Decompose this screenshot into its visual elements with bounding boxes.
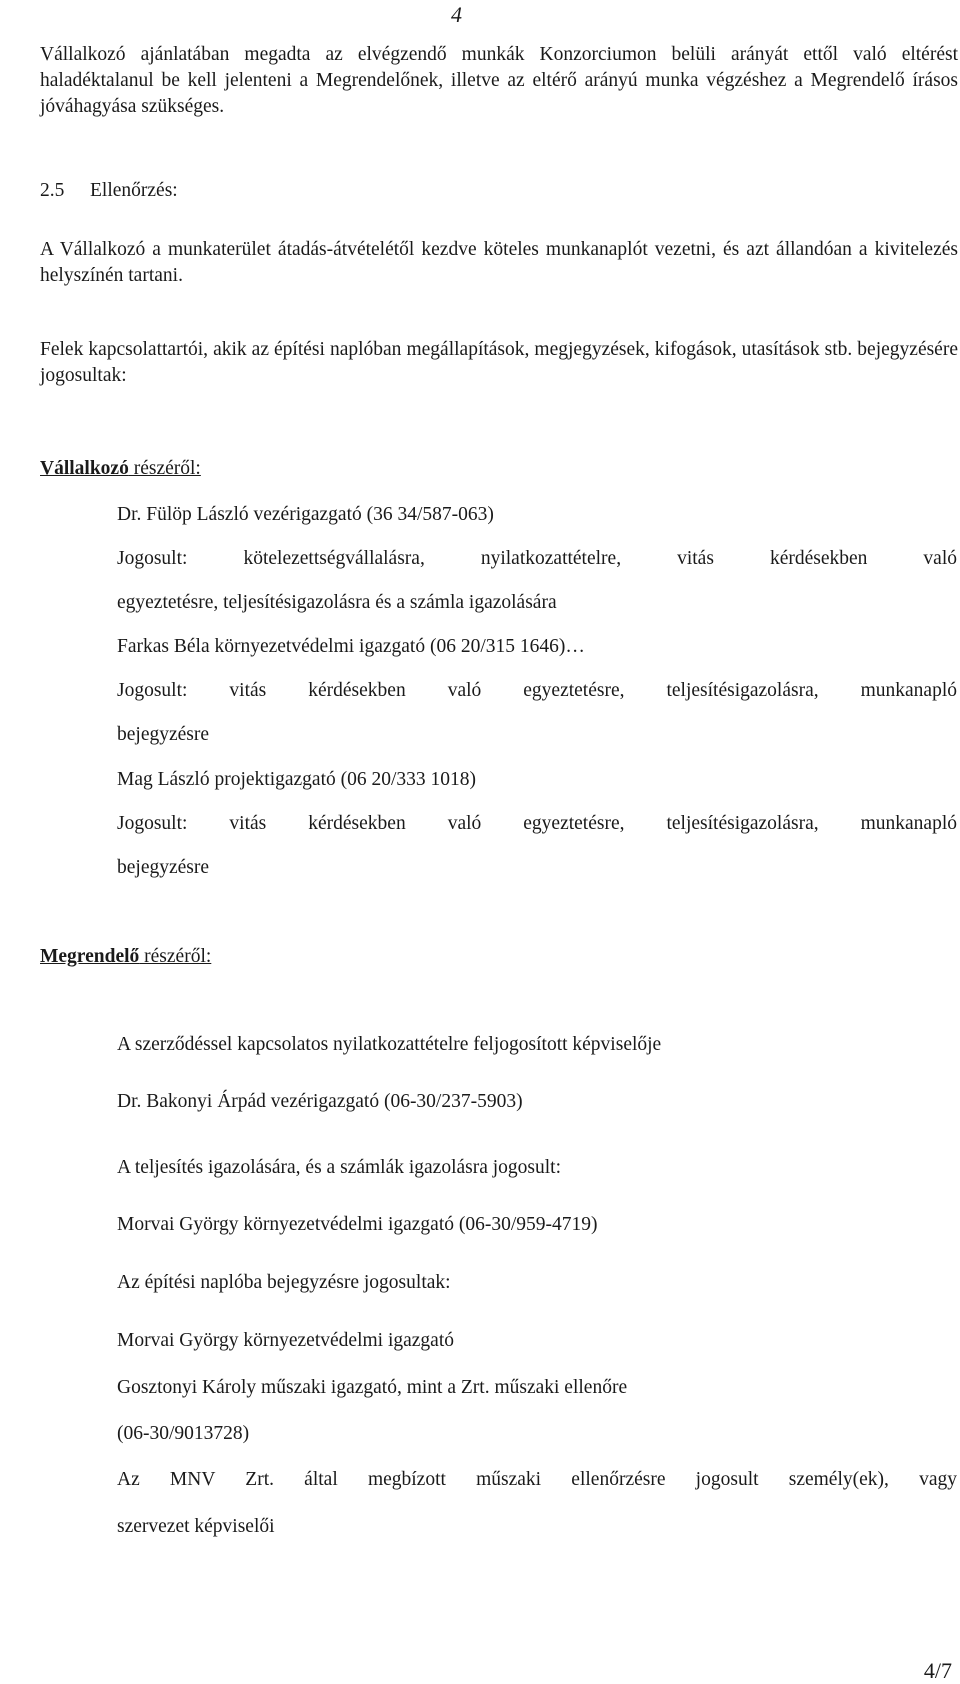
client-title-rest: részéről: [139,946,212,967]
client-title [40,946,211,968]
client-line: szervezet képviselői [117,1516,275,1537]
contractor-line: Dr. Fülöp László vezérigazgató (36 34/587-063) [117,504,494,525]
contractor-line: bejegyzésre [117,724,210,745]
intro-paragraph: Vállalkozó ajánlatában megadta az elvégzendő munkák Konzorciumon belüli arányát ettől való eltérést haladéktalanul be kell jelenteni a Megrendelőnek, illetve az eltérő arányú munka végzéshez a Megrendelő írásos jóváhagyása szükséges. [40,44,958,117]
contractor-line: Mag László projektigazgató (06 20/333 1018) [117,769,477,790]
section-number: 2.5 [40,180,65,201]
client-line: A teljesítés igazolására, és a számlák igazolásra jogosult: [117,1157,562,1178]
page-number: 4 [451,2,462,27]
contractor-line: bejegyzésre [117,857,210,878]
client-line: Morvai György környezetvédelmi igazgató (06-30/959-4719) [117,1214,598,1235]
client-line: Gosztonyi Károly műszaki igazgató, mint a Zrt. műszaki ellenőre [117,1377,628,1398]
client-line: Morvai György környezetvédelmi igazgató [117,1330,454,1351]
section-title: Ellenőrzés: [90,180,178,201]
contractor-line: Jogosult: vitás kérdésekben való egyeztetésre, teljesítésigazolásra, munkanapló [117,813,957,834]
section-paragraph-1: A Vállalkozó a munkaterület átadás-átvételétől kezdve köteles munkanaplót vezetni, és azt állandóan a kivitelezés helyszínén tartani. [40,239,958,286]
footer-page-count: 4/7 [923,1658,952,1683]
client-line: Az építési naplóba bejegyzésre jogosultak: [117,1272,451,1293]
client-line: A szerződéssel kapcsolatos nyilatkozattételre feljogosított képviselője [117,1034,662,1055]
client-title-bold: Megrendelő [40,946,140,967]
contractor-line: Jogosult: kötelezettségvállalásra, nyilatkozattételre, vitás kérdésekben való [117,548,957,569]
contractor-line: Jogosult: vitás kérdésekben való egyeztetésre, teljesítésigazolásra, munkanapló [117,680,957,701]
contractor-line: Farkas Béla környezetvédelmi igazgató (06 20/315 1646)… [117,636,585,657]
client-line: Az MNV Zrt. által megbízott műszaki ellenőrzésre jogosult személy(ek), vagy [117,1469,957,1490]
contractor-title-rest: részéről: [128,458,201,479]
client-line: Dr. Bakonyi Árpád vezérigazgató (06-30/237-5903) [117,1091,523,1112]
contractor-title [40,458,201,480]
section-paragraph-2: Felek kapcsolattartói, akik az építési naplóban megállapítások, megjegyzések, kifogások, utasítások stb. bejegyzésére jogosultak: [40,339,958,386]
contractor-line: egyeztetésre, teljesítésigazolásra és a számla igazolására [117,592,557,613]
contractor-title-bold: Vállalkozó [40,458,129,479]
client-line: (06-30/9013728) [117,1423,250,1444]
